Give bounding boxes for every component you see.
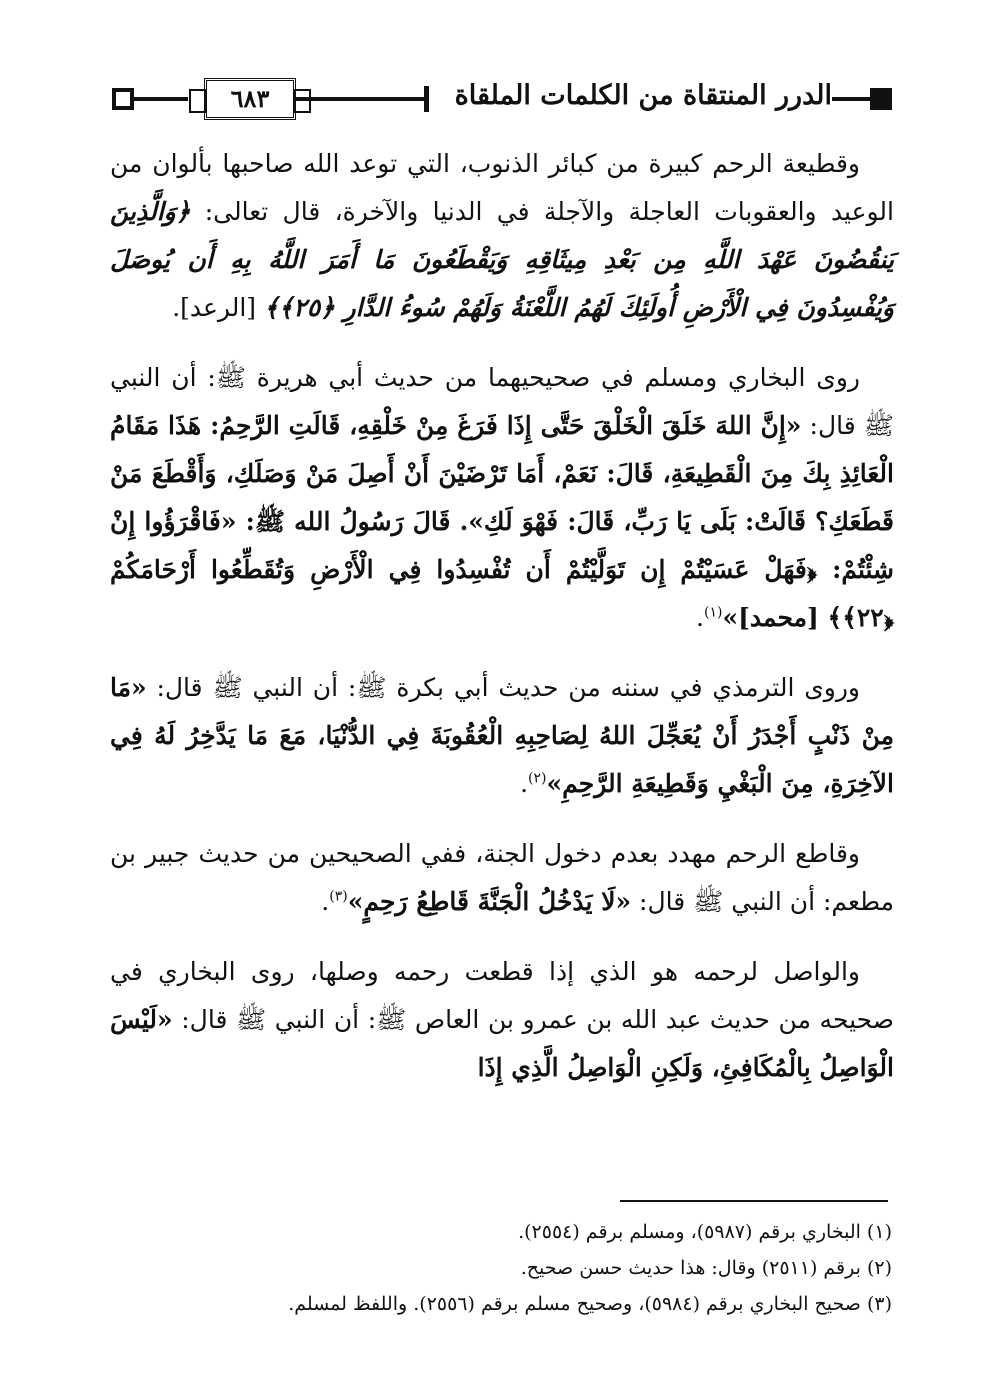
page-header [112,78,892,122]
footnote-marker: (٢) [528,770,547,787]
paragraph-text: روى البخاري ومسلم في صحيحيهما من حديث أبي هريرة ﷺ: أن النبي ﷺ قال: [110,363,894,440]
header-left-square-ornament [112,88,134,110]
footnote-divider [620,1200,888,1202]
page-number: ٦٨٣ [230,84,270,113]
hadith-quote: «لَا يَدْخُلُ الْجَنَّةَ قَاطِعُ رَحِمٍ» [347,887,632,916]
paragraph-hadith-tirmidhi [110,664,894,808]
quran-quote: ﴿وَالَّذِينَ يَنقُضُونَ عَهْدَ اللَّهِ مِن بَعْدِ مِيثَاقِهِ وَيَقْطَعُونَ مَا أَمَرَ اللَّهُ بِهِ أَن يُوصَلَ وَيُفْسِدُونَ فِي الْأَرْضِ أُولَئِكَ لَهُمُ اللَّعْنَةُ وَلَهُمْ سُوءُ الدَّارِ ﴿٢٥﴾﴾ [110,197,894,322]
footnote-2: (٢) برقم (٢٥١١) وقال: هذا حديث حسن صحيح. [520,1257,892,1279]
footnote-marker: (١) [704,604,723,621]
header-right-square-ornament [870,88,892,110]
paragraph-end: . [520,769,529,798]
surah-reference: [الرعد]. [172,293,264,322]
paragraph-text: وقاطع الرحم مهدد بعدم دخول الجنة، ففي الصحيحين من حديث جبير بن مطعم: أن النبي ﷺ قال: [110,839,894,916]
hadith-quote: «مَا مِنْ ذَنْبٍ أَجْدَرُ أَنْ يُعَجِّلَ اللهُ لِصَاحِبِهِ الْعُقُوبَةَ فِي الدُّنْيَا، مَعَ مَا يَدَّخِرُ لَهُ فِي الآخِرَةِ، مِنَ الْبَغْيِ وَقَطِيعَةِ الرَّحِمِ» [110,673,894,798]
header-middle-rule [296,97,426,101]
footnote-3: (٣) صحيح البخاري برقم (٥٩٨٤)، وصحيح مسلم برقم (٢٥٥٦). واللفظ لمسلم. [288,1293,892,1315]
hadith-quote: «إِنَّ اللهَ خَلَقَ الْخَلْقَ حَتَّى إِذَا فَرَغَ مِنْ خَلْقِهِ، قَالَتِ الرَّحِمُ: هَذَا مَقَامُ الْعَائِذِ بِكَ مِنَ الْقَطِيعَةِ، قَالَ: نَعَمْ، أَمَا تَرْضَيْنَ أَنْ أَصِلَ مَنْ وَصَلَكِ، وَأَقْطَعَ مَنْ قَطَعَكِ؟ قَالَتْ: بَلَى يَا رَبِّ، قَالَ: فَهْوَ لَكِ». قَالَ رَسُولُ الله ﷺ: «فَاقْرَؤُوا إِنْ شِئْتُمْ: ﴿فَهَلْ عَسَيْتُمْ إِن تَوَلَّيْتُمْ أَن تُفْسِدُوا فِي الْأَرْضِ وَتُقَطِّعُوا أَرْحَامَكُمْ ﴿٢٢﴾﴾ [محمد]» [110,411,894,632]
paragraph-severing-ties [110,140,894,332]
paragraph-paradise-warning [110,830,894,926]
paragraph-text: وقطيعة الرحم كبيرة من كبائر الذنوب، التي توعد الله صاحبها بألوان من الوعيد والعقوبات العاجلة والآجلة في الدنيا والآخرة، قال تعالى: [110,149,894,226]
paragraph-text: وروى الترمذي في سننه من حديث أبي بكرة ﷺ: أن النبي ﷺ قال: [146,673,860,702]
paragraph-text: والواصل لرحمه هو الذي إذا قطعت رحمه وصلها، روى البخاري في صحيحه من حديث عبد الله بن عمرو بن العاص ﷺ: أن النبي ﷺ قال: [110,957,894,1034]
paragraph-hadith-bukhari-muslim [110,354,894,642]
paragraph-true-connector [110,948,894,1092]
hadith-quote: «لَيْسَ الْوَاصِلُ بِالْمُكَافِئِ، وَلَكِنِ الْوَاصِلُ الَّذِي إِذَا [110,1005,894,1082]
page-number-box [204,78,296,120]
page-number-left-ornament [189,89,207,113]
footnotes [112,1214,892,1322]
header-right-rule [832,97,870,101]
paragraph-end: . [696,603,704,632]
main-text [110,140,894,1114]
header-left-rule [134,97,188,101]
footnote-1: (١) البخاري برقم (٥٩٨٧)، ومسلم برقم (٢٥٥٤). [518,1221,892,1243]
paragraph-end: . [321,887,330,916]
footnote-marker: (٣) [329,888,348,905]
book-title: الدرر المنتقاة من الكلمات الملقاة [454,80,832,111]
page-number-right-ornament [293,89,311,113]
